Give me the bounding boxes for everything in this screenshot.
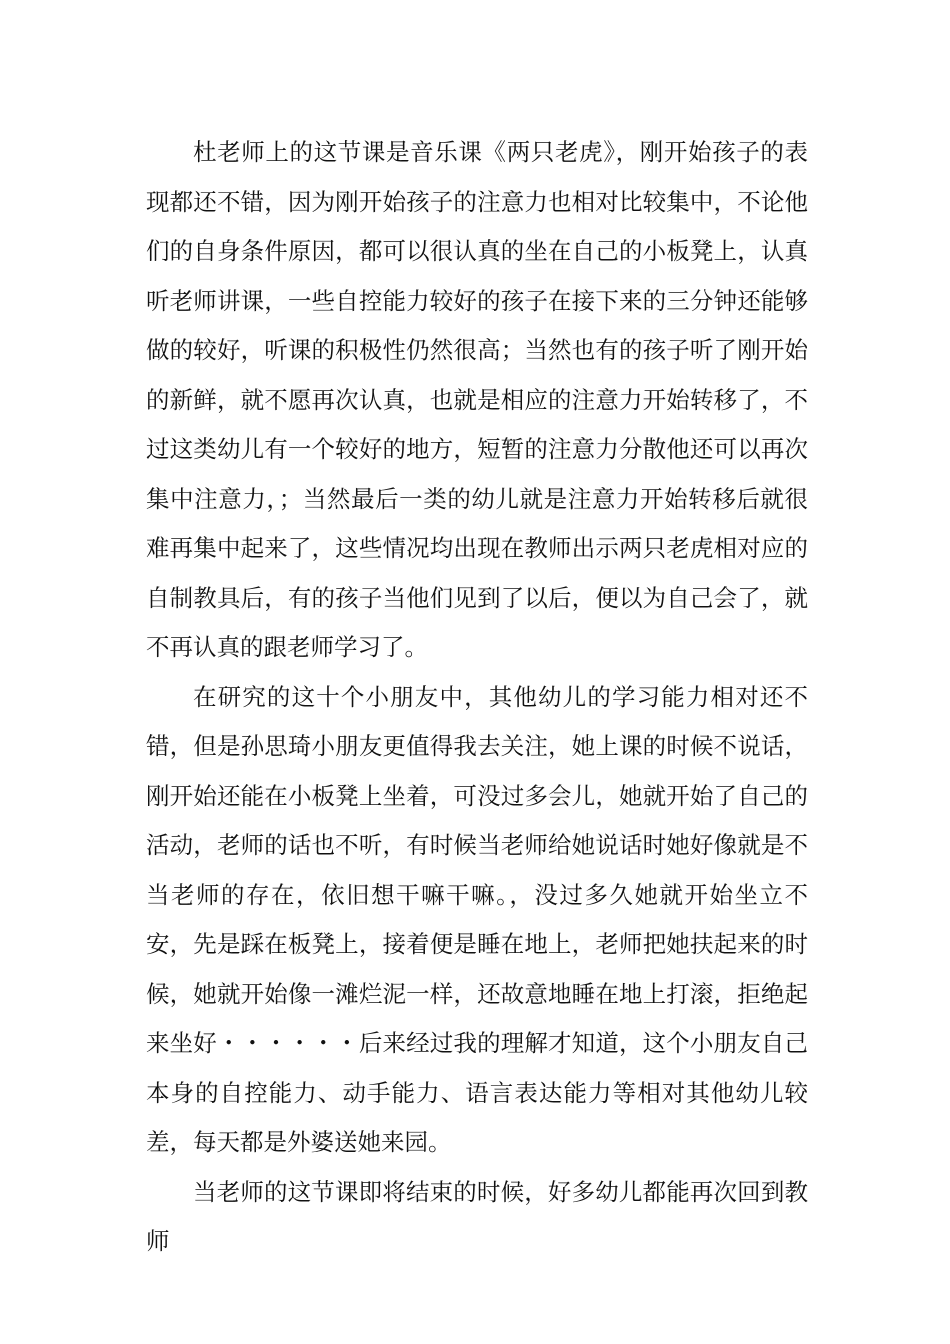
document-page [146, 128, 808, 1267]
paragraph-2: 在研究的这十个小朋友中，其他幼儿的学习能力相对还不错，但是孙思琦小朋友更值得我去关注，她上课的时候不说话，刚开始还能在小板凳上坐着，可没过多会儿，她就开始了自己的活动，老师的话也不听，有时候当老师给她说话时她好像就是不当老师的存在，依旧想干嘛干嘛。，没过多久她就开始坐立不安，先是踩在板凳上，接着便是睡在地上，老师把她扶起来的时候，她就开始像一滩烂泥一样，还故意地睡在地上打滚，拒绝起来坐好・・・・・・后来经过我的理解才知道，这个小朋友自己本身的自控能力、动手能力、语言表达能力等相对其他幼儿较差，每天都是外婆送她来园。 [146, 682, 808, 1156]
paragraph-1: 杜老师上的这节课是音乐课《两只老虎》，刚开始孩子的表现都还不错，因为刚开始孩子的注意力也相对比较集中，不论他们的自身条件原因，都可以很认真的坐在自己的小板凳上，认真听老师讲课，一些自控能力较好的孩子在接下来的三分钟还能够做的较好，听课的积极性仍然很高；当然也有的孩子听了刚开始的新鲜，就不愿再次认真，也就是相应的注意力开始转移了，不过这类幼儿有一个较好的地方，短暂的注意力分散他还可以再次集中注意力，；当然最后一类的幼儿就是注意力开始转移后就很难再集中起来了，这些情况均出现在教师出示两只老虎相对应的自制教具后，有的孩子当他们见到了以后，便以为自己会了，就不再认真的跟老师学习了。 [146, 138, 808, 661]
paragraph-3: 当老师的这节课即将结束的时候，好多幼儿都能再次回到教师 [146, 1177, 808, 1255]
